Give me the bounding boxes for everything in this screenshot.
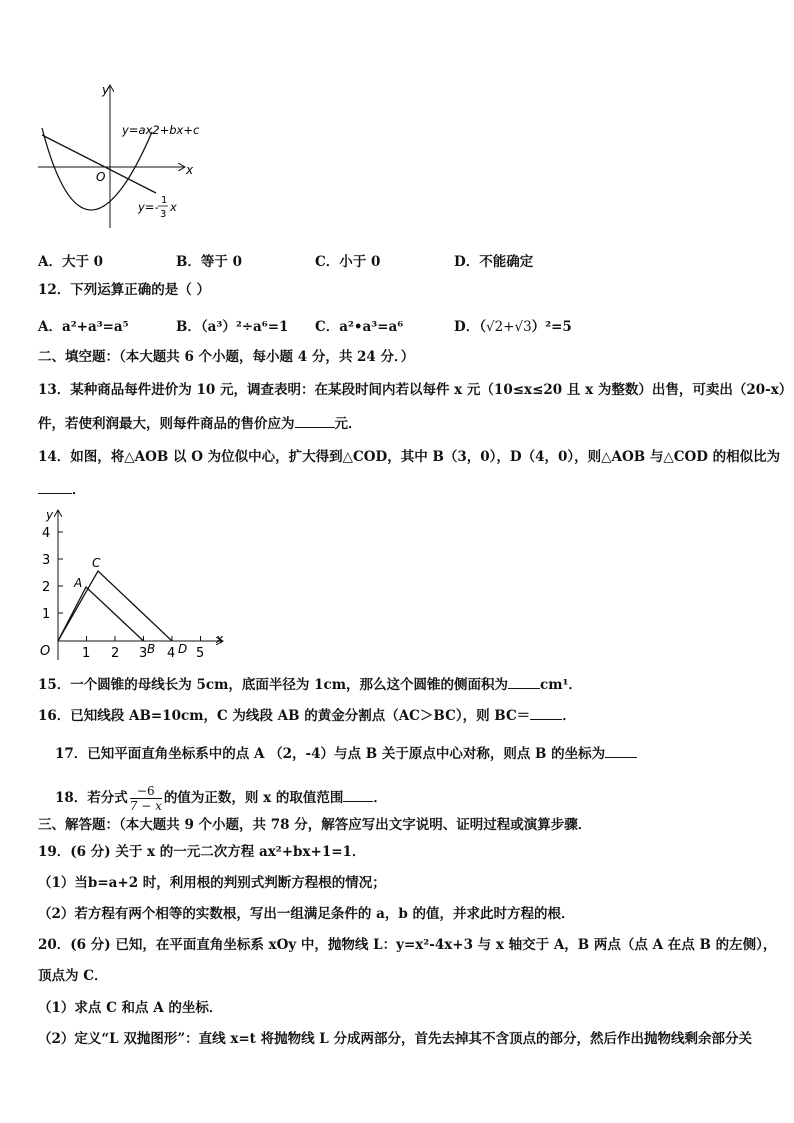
- q16-answer-blank: [530, 719, 562, 720]
- line-label-num: 1: [161, 195, 168, 206]
- q19-part2: （2）若方程有两个相等的实数根，写出一组满足条件的 a，b 的值，并求此时方程的根．: [38, 906, 575, 922]
- q12-option-d-prefix: D．（: [454, 319, 486, 335]
- q16-suffix: ．: [562, 708, 576, 724]
- x-tick-label: 1: [82, 646, 91, 661]
- q13-line1: 13．某种商品每件进价为 10 元，调查表明：在某段时间内若以每件 x 元（10≤x≤20 且 x 为整数）出售，可卖出（20-x）: [38, 382, 793, 398]
- q12-stem: 12．下列运算正确的是（ ）: [38, 282, 210, 298]
- q14-answer-blank: [38, 493, 72, 494]
- q17-answer-blank: [605, 757, 637, 758]
- section2-heading: 二、填空题：（本大题共 6 个小题，每小题 4 分，共 24 分．）: [38, 349, 415, 365]
- q11-option-a: A．大于 0: [38, 254, 104, 270]
- section3-heading: 三、解答题：（本大题共 9 个小题，共 78 分，解答应写出文字说明、证明过程或演算步骤．: [38, 817, 592, 833]
- y-tick-marks: [58, 532, 63, 613]
- line-label-den: 3: [160, 209, 167, 220]
- q12-option-d: [454, 315, 572, 335]
- q18: [55, 783, 387, 813]
- q13-line2-suffix: 元．: [334, 416, 362, 432]
- q13-line2-prefix: 件，若使利润最大，则每件商品的售价应为: [38, 416, 295, 432]
- x-tick-label: 2: [111, 646, 120, 661]
- x-tick-label: 4: [167, 646, 176, 661]
- q12-option-c: C．a²•a³=a⁶: [315, 319, 404, 335]
- q20-stem-line1: 20．(6 分) 已知，在平面直角坐标系 xOy 中，抛物线 L：y=x²-4x+3 与 x 轴交于 A，B 两点（点 A 在点 B 的左侧），: [38, 937, 777, 953]
- q11-option-c: C．小于 0: [315, 254, 381, 270]
- line-curve: [42, 135, 156, 193]
- q15-suffix: cm¹．: [539, 677, 582, 693]
- similar-triangles-graph: [34, 505, 234, 665]
- q20-part2: （2）定义“L 双抛图形”：直线 x=t 将抛物线 L 分成两部分，首先去掉其不含顶点的部分，然后作出抛物线剩余部分关: [38, 1031, 753, 1047]
- q15: [38, 675, 582, 695]
- q19-stem: 19．(6 分) 关于 x 的一元二次方程 ax²+bx+1=1．: [38, 844, 366, 860]
- origin-label: O: [40, 644, 51, 659]
- x-axis-label: x: [186, 163, 194, 177]
- point-label-d: D: [178, 642, 188, 656]
- parabola-label: y=ax2+bx+c: [122, 123, 200, 137]
- y-axis-label: y: [102, 83, 110, 97]
- sqrt-expression: √2+√3: [485, 319, 532, 335]
- y-tick-label: 1: [42, 607, 51, 622]
- x-tick-label: 5: [196, 646, 205, 661]
- x-axis-label: x: [216, 632, 224, 646]
- q15-prefix: 15．一个圆锥的母线长为 5cm，底面半径为 1cm，那么这个圆锥的侧面积为: [38, 677, 508, 693]
- point-label-b: B: [147, 642, 156, 656]
- y-tick-label: 3: [42, 553, 51, 568]
- q18-fraction-den: 7 − x: [129, 799, 162, 813]
- q11-option-b: B．等于 0: [176, 254, 243, 270]
- parabola-curve: [42, 128, 152, 210]
- point-label-c: C: [92, 556, 101, 570]
- line-label-prefix: y=-: [138, 200, 159, 214]
- q12-option-d-suffix: ）²=5: [531, 319, 572, 335]
- q16: [38, 706, 576, 726]
- q12-option-b: B．（a³）²÷a⁶=1: [176, 319, 289, 335]
- q14-line1: 14．如图，将△AOB 以 O 为位似中心，扩大得到△COD，其中 B（3，0），D（4，0），则△AOB 与△COD 的相似比为: [38, 449, 781, 465]
- q12-option-a: A．a²+a³=a⁵: [38, 319, 129, 335]
- q18-middle: 的值为正数，则 x 的取值范围: [163, 790, 344, 806]
- q17-prefix: 17．已知平面直角坐标系中的点 A （2，-4）与点 B 关于原点中心对称，则点 B 的坐标为: [55, 746, 606, 762]
- q13-line2: [38, 414, 362, 434]
- q18-fraction-num: −6: [130, 784, 162, 799]
- triangle-aob: [58, 587, 144, 641]
- q18-suffix: ．: [373, 790, 387, 806]
- point-label-a: A: [74, 576, 83, 590]
- q18-fraction: [130, 784, 162, 813]
- y-tick-label: 4: [42, 526, 51, 541]
- origin-label: O: [96, 170, 106, 184]
- q15-answer-blank: [508, 688, 540, 689]
- q14-line2: [38, 480, 86, 500]
- q14-line2-suffix: ．: [72, 482, 86, 498]
- q18-prefix: 18．若分式: [55, 790, 128, 806]
- parabola-line-graph: [34, 80, 214, 230]
- q16-prefix: 16．已知线段 AB=10cm，C 为线段 AB 的黄金分割点（AC＞BC），则 BC＝: [38, 708, 531, 724]
- q11-option-d: D．不能确定: [454, 254, 534, 270]
- q20-stem-line2: 顶点为 C．: [38, 968, 108, 984]
- q20-part1: （1）求点 C 和点 A 的坐标．: [38, 1000, 223, 1016]
- x-tick-label: 3: [139, 646, 148, 661]
- q17: [55, 744, 637, 764]
- q19-part1: （1）当b=a+2 时，利用根的判别式判断方程根的情况；: [38, 875, 386, 891]
- q18-answer-blank: [343, 801, 373, 802]
- line-label-suffix: x: [170, 200, 177, 214]
- q13-answer-blank: [295, 427, 335, 428]
- y-tick-label: 2: [42, 580, 51, 595]
- y-axis-label: y: [46, 508, 54, 522]
